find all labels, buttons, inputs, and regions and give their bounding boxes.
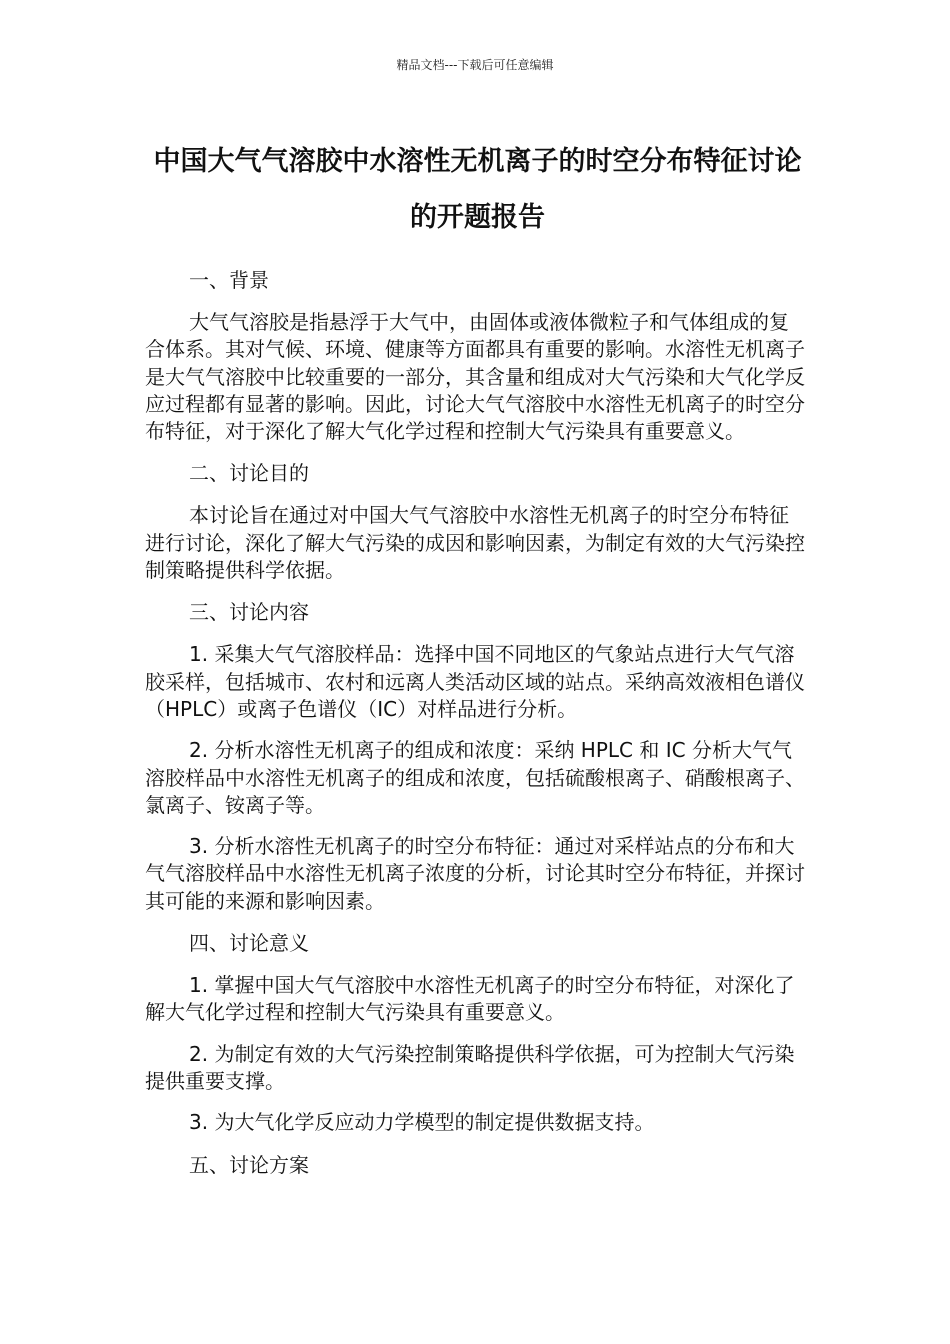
section-heading-significance: 四、讨论意义: [189, 931, 309, 956]
document-body: [145, 266, 805, 1194]
paragraph-significance-item-1: 1. 掌握中国大气气溶胶中水溶性无机离子的时空分布特征，对深化了解大气化学过程和控制大气污染具有重要意义。: [145, 973, 795, 1025]
section-heading-content: 三、讨论内容: [189, 600, 309, 625]
paragraph-significance-item-3: 3. 为大气化学反应动力学模型的制定提供数据支持。: [189, 1110, 655, 1135]
section-heading-purpose: 二、讨论目的: [189, 461, 309, 486]
paragraph-purpose: 本讨论旨在通过对中国大气气溶胶中水溶性无机离子的时空分布特征进行讨论，深化了解大气污染的成因和影响因素，为制定有效的大气污染控制策略提供科学依据。: [145, 503, 805, 583]
paragraph-significance-item-2: 2. 为制定有效的大气污染控制策略提供科学依据，可为控制大气污染提供重要支撑。: [145, 1041, 795, 1093]
paragraph-content-item-1: 1. 采集大气气溶胶样品：选择中国不同地区的气象站点进行大气气溶胶采样，包括城市、农村和远离人类活动区域的站点。采纳高效液相色谱仪（HPLC）或离子色谱仪（IC）对样品进行分析。: [145, 642, 805, 721]
section-heading-plan: 五、讨论方案: [189, 1152, 309, 1177]
paragraph-content-item-3: 3. 分析水溶性无机离子的时空分布特征：通过对采样站点的分布和大气气溶胶样品中水溶性无机离子浓度的分析，讨论其时空分布特征，并探讨其可能的来源和影响因素。: [145, 834, 805, 913]
document-title: 中国大气气溶胶中水溶性无机离子的时空分布特征讨论的开题报告: [153, 146, 802, 233]
paragraph-background: 大气气溶胶是指悬浮于大气中，由固体或液体微粒子和气体组成的复合体系。其对气候、环境、健康等方面都具有重要的影响。水溶性无机离子是大气气溶胶中比较重要的一部分，其含量和组成对大气污染和大气化学反应过程都有显著的影响。因此，讨论大气气溶胶中水溶性无机离子的时空分布特征，对于深化了解大气化学过程和控制大气污染具有重要意义。: [145, 310, 805, 444]
section-heading-background: 一、背景: [189, 268, 269, 292]
page-header-note: 精品文档---下载后可任意编辑: [396, 58, 554, 72]
paragraph-content-item-2: 2. 分析水溶性无机离子的组成和浓度：采纳 HPLC 和 IC 分析大气气溶胶样品中水溶性无机离子的组成和浓度，包括硫酸根离子、硝酸根离子、氯离子、铵离子等。: [145, 738, 805, 817]
